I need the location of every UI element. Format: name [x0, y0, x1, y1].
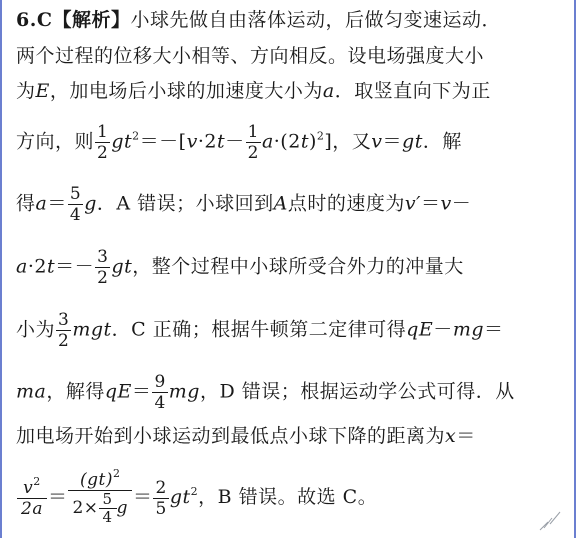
fraction-five-fourths: $\frac{5}{4}$	[69, 184, 82, 225]
text-line-5: 得a＝ $\frac{5}{4}$ g．A 错误；小球回到A点时的速度为v′＝v－	[16, 184, 472, 225]
text-line-6: a·2t＝－ $\frac{3}{2}$ gt，整个过程中小球所受合外力的冲量大	[16, 247, 464, 288]
text-line-1: 6.C【解析】小球先做自由落体运动，后做匀变速运动．	[16, 9, 501, 31]
text-line-8: ma，解得qE＝ $\frac{9}{4}$ mg，D 错误；根据运动学公式可得．从	[16, 372, 515, 413]
text-line-10: $\frac{v^2}{2a}$ ＝ (gt)$^2$ 2× $\frac{5}{4}$ g ＝ $\frac{2}{5}$ $gt^2$，B 错误。故选 C。	[16, 470, 377, 526]
fraction-half: $\frac{1}{2}$	[97, 122, 109, 163]
question-number: 6.C	[16, 9, 53, 31]
fraction-v-squared-over-2a: $\frac{v^2}{2a}$	[17, 478, 47, 519]
text-line-2: 两个过程的位移大小相等、方向相反。设电场强度大小	[16, 45, 485, 67]
fraction-half-2: $\frac{1}{2}$	[247, 122, 259, 163]
text-line-7: 小为 $\frac{3}{2}$ mgt．C 正确；根据牛顿第二定律可得qE－mg＝	[16, 310, 504, 351]
fraction-five-fourths-inner: $\frac{5}{4}$	[99, 491, 117, 526]
fraction-gt2-over-denominator: (gt)$^2$ 2× $\frac{5}{4}$ g	[68, 470, 132, 526]
fraction-two-fifths: $\frac{2}{5}$	[155, 477, 167, 519]
text-line-3: 为E，加电场后小球的加速度大小为a．取竖直向下为正	[16, 80, 491, 102]
fraction-three-halves: $\frac{3}{2}$	[97, 247, 109, 288]
analysis-tag: 【解析】	[52, 9, 131, 31]
text-line-9: 加电场开始到小球运动到最低点小球下降的距离为x＝	[16, 425, 476, 447]
text-line-4: 方向，则 $\frac{1}{2}$ $gt^2=-[v\cdot 2t-$ $\frac{1}{2}$ $a\cdot(2t)^2$]，又v＝gt．解	[16, 122, 462, 163]
fraction-three-halves-2: $\frac{3}{2}$	[58, 310, 70, 351]
corner-scribble-mark	[538, 510, 564, 532]
fraction-nine-fourths: $\frac{9}{4}$	[154, 372, 166, 413]
